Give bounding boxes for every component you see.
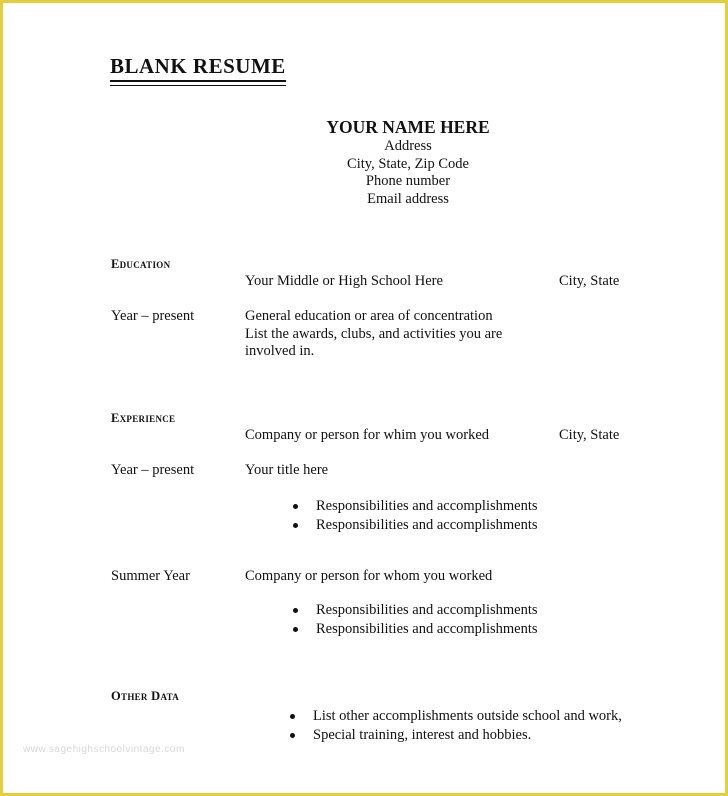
other-data-heading: Other Data xyxy=(111,689,180,703)
other-data-bullet-list xyxy=(287,707,622,744)
job2-bullet-list xyxy=(290,601,538,638)
job1-location: City, State xyxy=(559,427,620,443)
document-title: BLANK RESUME xyxy=(110,54,286,82)
education-heading: Education xyxy=(111,257,171,271)
education-detail-line: involved in. xyxy=(245,343,315,359)
resume-page xyxy=(3,3,725,793)
list-item: Responsibilities and accomplishments xyxy=(290,497,538,516)
education-date: Year – present xyxy=(111,308,195,324)
email-line: Email address xyxy=(367,190,449,207)
list-item: Special training, interest and hobbies. xyxy=(287,726,622,745)
job1-date: Year – present xyxy=(111,462,195,478)
job1-bullet-list xyxy=(290,497,538,534)
job2-company: Company or person for whom you worked xyxy=(245,568,493,584)
job1-company: Company or person for whim you worked xyxy=(245,427,490,443)
watermark: www.sagehighschoolvintage.com xyxy=(23,744,185,755)
list-item: List other accomplishments outside school and work, xyxy=(287,707,622,726)
city-state-zip-line: City, State, Zip Code xyxy=(347,155,469,172)
phone-line: Phone number xyxy=(365,173,451,189)
experience-heading: Experience xyxy=(111,411,176,425)
education-details xyxy=(245,308,502,361)
education-school: Your Middle or High School Here xyxy=(245,273,443,289)
list-item: Responsibilities and accomplishments xyxy=(290,516,538,535)
name-placeholder: YOUR NAME HERE xyxy=(326,117,490,137)
education-detail-line: List the awards, clubs, and activities you are xyxy=(245,325,503,342)
job1-title: Your title here xyxy=(245,462,329,478)
contact-header xyxy=(233,116,583,208)
education-location: City, State xyxy=(559,273,620,289)
job2-date: Summer Year xyxy=(111,568,190,584)
address-line: Address xyxy=(384,138,432,154)
list-item: Responsibilities and accomplishments xyxy=(290,601,538,620)
list-item: Responsibilities and accomplishments xyxy=(290,620,538,639)
education-detail-line: General education or area of concentration xyxy=(245,308,493,324)
